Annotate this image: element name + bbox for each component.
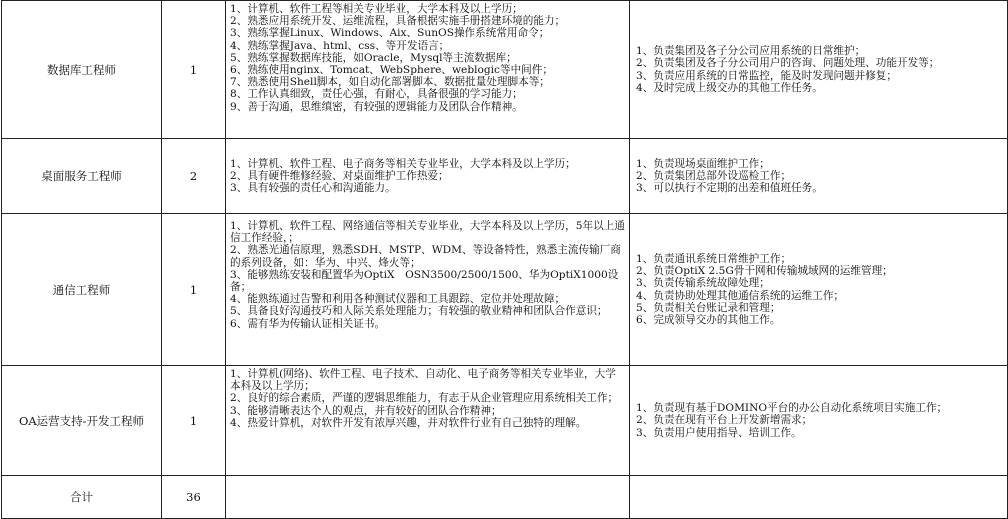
requirement-line: 1、计算机、软件工程、网络通信等相关专业毕业，大学本科及以上学历，5年以上通信工作经验，；: [230, 220, 625, 245]
requirements-cell: [226, 139, 630, 214]
requirement-line: 2、熟悉应用系统开发、运维流程，具备根据实施手册搭建环境的能力；: [230, 15, 566, 28]
recruitment-table: [1, 0, 1008, 519]
duties-cell-empty: [630, 476, 1008, 519]
requirement-line: 2、良好的综合素质，严谨的逻辑思维能力，有志于从企业管理应用系统相关工作；: [230, 392, 619, 405]
position-cell: 通信工程师: [2, 214, 162, 366]
requirement-line: 5、熟练掌握数据库技能，如Oracle，Mysql等主流数据库；: [230, 51, 517, 64]
duty-line: 2、负责OptiX 2.5G骨干网和传输城域网的运维管理；: [636, 265, 893, 278]
requirement-line: 4、热爱计算机，对软件开发有浓厚兴趣，并对软件行业有自己独特的理解。: [230, 416, 587, 429]
duty-line: 1、负责现场桌面维护工作；: [636, 157, 770, 170]
table-row: [2, 139, 1008, 214]
requirement-line: 9、善于沟通，思维缜密，有较强的逻辑能力及团队合作精神。: [230, 100, 523, 113]
duties-cell: [630, 214, 1008, 366]
duty-line: 3、负责传输系统故障处理；: [636, 277, 770, 290]
requirement-line: 2、熟悉光通信原理，熟悉SDH、MSTP、WDM、等设备特性，熟悉主流传输厂商的系列设备，如：华为、中兴、烽火等；: [230, 244, 621, 269]
requirement-line: 1、计算机、软件工程、电子商务等相关专业毕业，大学本科及以上学历；: [230, 157, 576, 170]
total-label-cell: 合计: [2, 476, 162, 519]
duty-line: 2、负责在现有平台上开发新增需求；: [636, 414, 813, 427]
requirement-line: 4、熟练掌握Java、html、css、等开发语言；: [230, 39, 450, 52]
table-row: [2, 1, 1008, 139]
duties-cell: [630, 1, 1008, 139]
requirement-line: 5、具备良好沟通技巧和人际关系处理能力；有较强的敬业精神和团队合作意识；: [230, 305, 608, 318]
requirement-line: 3、具有较强的责任心和沟通能力。: [230, 182, 396, 195]
requirements-cell: [226, 366, 630, 476]
table-row-total: [2, 476, 1008, 519]
total-count-cell: 36: [162, 476, 226, 519]
position-cell: 桌面服务工程师: [2, 139, 162, 214]
duty-line: 4、及时完成上级交办的其他工作任务。: [636, 81, 823, 94]
count-cell: 1: [162, 1, 226, 139]
duties-cell: [630, 139, 1008, 214]
duty-line: 5、负责相关台账记录和管理；: [636, 301, 781, 314]
table-row: [2, 214, 1008, 366]
requirement-line: 1、计算机、软件工程等相关专业毕业，大学本科及以上学历；: [230, 3, 523, 15]
position-cell: 数据库工程师: [2, 1, 162, 139]
count-cell: 1: [162, 214, 226, 366]
requirement-line: 6、需有华为传输认证相关证书。: [230, 317, 386, 330]
duty-line: 3、负责应用系统的日常监控，能及时发现问题并修复；: [636, 69, 897, 82]
requirement-line: 4、能熟练通过告警和利用各种测试仪器和工具跟踪、定位并处理故障；: [230, 293, 566, 306]
requirement-line: 3、能够熟练安装和配置华为OptiX OSN3500/2500/1500、华为OptiX1000设备；: [230, 268, 619, 294]
requirements-cell: [226, 1, 630, 139]
requirements-cell-empty: [226, 476, 630, 519]
requirement-line: 3、熟练掌握Linux、Windows、Aix、SunOS操作系统常用命令；: [230, 27, 550, 40]
requirement-line: 2、具有硬件维修经验、对桌面维护工作热爱；: [230, 169, 449, 182]
requirement-line: 7、熟悉使用Shell脚本，如自动化部署脚本、数据批量处理脚本等；: [230, 76, 550, 89]
requirements-cell: [226, 214, 630, 366]
count-cell: 1: [162, 366, 226, 476]
duty-line: 4、负责协助处理其他通信系统的运维工作；: [636, 289, 845, 302]
requirement-line: 8、工作认真细致，责任心强，有耐心，具备很强的学习能力；: [230, 88, 523, 101]
duty-line: 2、负责集团及各子分公司用户的咨询、问题处理、功能开发等；: [636, 57, 940, 70]
duty-line: 1、负责集团及各子分公司应用系统的日常维护；: [636, 45, 866, 58]
duty-line: 3、负责用户使用指导、培训工作。: [636, 426, 802, 439]
table-row: [2, 366, 1008, 476]
duty-line: 1、负责通讯系统日常维护工作；: [636, 252, 792, 265]
requirement-line: 6、熟练使用nginx、Tomcat、WebSphere、weblogic等中间件；: [230, 64, 553, 77]
requirement-line: 1、计算机(网络)、软件工程、电子技术、自动化、电子商务等相关专业毕业，大学本科及以上学历；: [230, 368, 616, 393]
duty-line: 6、完成领导交办的其他工作。: [636, 313, 781, 326]
duty-line: 3、可以执行不定期的出差和值班任务。: [636, 182, 823, 195]
requirement-line: 3、能够清晰表达个人的观点，并有较好的团队合作精神；: [230, 404, 502, 417]
position-cell: OA运营支持-开发工程师: [2, 366, 162, 476]
count-cell: 2: [162, 139, 226, 214]
duty-line: 2、负责集团总部外设巡检工作；: [636, 169, 792, 182]
duty-line: 1、负责现有基于DOMINO平台的办公自动化系统项目实施工作；: [636, 402, 948, 415]
duties-cell: [630, 366, 1008, 476]
